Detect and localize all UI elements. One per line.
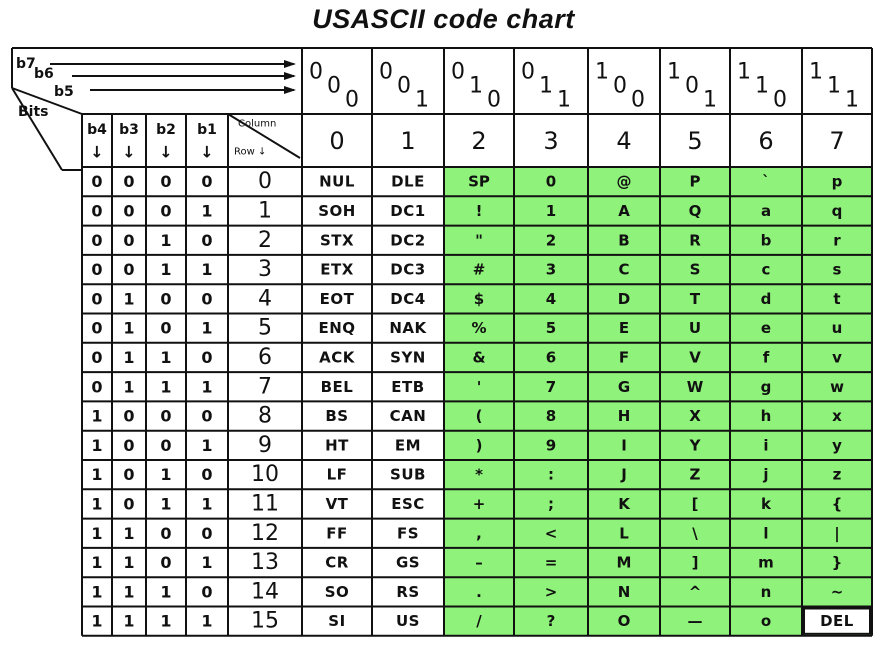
character-cell: F <box>618 348 630 367</box>
column-number: 0 <box>329 127 345 155</box>
row-number: 9 <box>258 432 272 458</box>
character-cell: 7 <box>545 377 557 396</box>
row-number: 12 <box>251 520 279 546</box>
control-code-cell: DC3 <box>390 260 426 279</box>
row-number: 15 <box>251 608 279 634</box>
character-cell: ] <box>691 553 699 572</box>
row-bit: 1 <box>201 377 213 397</box>
row-bit: 1 <box>160 465 172 485</box>
column-bit-b7: 1 <box>737 59 751 85</box>
column-bit-b6: 1 <box>827 73 841 99</box>
character-cell: b <box>760 231 772 250</box>
grid-lines <box>12 48 872 636</box>
row-number: 11 <box>251 491 279 517</box>
character-cell: f <box>762 348 770 367</box>
row-bit: 1 <box>123 582 135 602</box>
row-bit: 0 <box>201 289 213 309</box>
column-bit-b7: 1 <box>667 59 681 85</box>
row-bit: 0 <box>91 201 103 221</box>
row-bit: 1 <box>160 582 172 602</box>
row-bit: 0 <box>123 172 135 192</box>
character-cell: L <box>619 524 629 543</box>
control-code-cell: DLE <box>391 172 425 191</box>
control-code-cell: SI <box>328 612 346 631</box>
character-cell: Q <box>688 201 702 220</box>
control-code-cell: VT <box>325 494 349 513</box>
control-code-cell: NAK <box>389 319 427 338</box>
row-bit: 0 <box>123 465 135 485</box>
row-bit: 0 <box>160 553 172 573</box>
row-bit: 0 <box>201 582 213 602</box>
bit-label-b5: b5 <box>54 84 74 100</box>
column-bit-b5: 1 <box>557 87 571 113</box>
character-cell: P <box>689 172 701 191</box>
character-cell: m <box>758 553 774 572</box>
character-cell: H <box>617 407 631 426</box>
column-bit-b7: 1 <box>809 59 823 85</box>
row-bit: 0 <box>91 230 103 250</box>
character-cell: 4 <box>545 289 557 308</box>
column-bit-b7: 0 <box>309 59 323 85</box>
row-bit-label-b4: b4 <box>87 122 107 138</box>
control-code-cell: NUL <box>319 172 355 191</box>
row-bit: 0 <box>123 230 135 250</box>
character-cell: . <box>476 582 482 601</box>
character-cell: z <box>832 465 842 484</box>
character-cell: 0 <box>545 172 557 191</box>
row-bit: 1 <box>201 201 213 221</box>
row-number: 8 <box>258 403 272 429</box>
row-bit: 1 <box>91 582 103 602</box>
row-number: 0 <box>258 169 272 195</box>
control-code-cell: ESC <box>391 494 425 513</box>
row-number: 14 <box>251 579 279 605</box>
column-bit-b7: 0 <box>451 59 465 85</box>
character-cell: > <box>544 582 558 601</box>
row-bit: 0 <box>201 523 213 543</box>
control-code-cell: SO <box>324 582 350 601</box>
character-cell: D <box>617 289 631 308</box>
row-bit: 1 <box>160 494 172 514</box>
column-bit-b5: 0 <box>773 87 787 113</box>
row-number: 1 <box>258 198 272 224</box>
control-code-cell: LF <box>326 465 348 484</box>
row-bit: 1 <box>123 377 135 397</box>
character-cell: V <box>689 348 701 367</box>
column-bit-b6: 1 <box>469 73 483 99</box>
character-cell: ! <box>475 201 483 220</box>
row-bit: 0 <box>91 377 103 397</box>
row-bit: 0 <box>201 347 213 367</box>
character-cell: q <box>831 201 843 220</box>
control-code-cell: BEL <box>320 377 354 396</box>
row-bit-label-b1: b1 <box>197 122 217 138</box>
character-cell: & <box>472 348 486 367</box>
character-cell: O <box>617 612 631 631</box>
row-bit: 1 <box>91 611 103 631</box>
row-bit: 0 <box>160 201 172 221</box>
character-cell: M <box>616 553 632 572</box>
row-bit: 1 <box>91 494 103 514</box>
character-cell: ` <box>762 172 770 191</box>
row-bit: 1 <box>123 523 135 543</box>
character-cell: { <box>831 494 843 513</box>
character-cell: 9 <box>545 436 557 455</box>
row-number: 10 <box>251 462 279 488</box>
character-cell: : <box>548 465 554 484</box>
row-bit: 1 <box>201 260 213 280</box>
row-bit: 0 <box>123 406 135 426</box>
control-code-cell: ETB <box>391 377 425 396</box>
control-code-cell: ENQ <box>318 319 356 338</box>
row-bit: 1 <box>201 318 213 338</box>
control-code-cell: BS <box>325 407 349 426</box>
control-code-cell: FF <box>326 524 348 543</box>
row-bit: 1 <box>201 494 213 514</box>
character-cell: S <box>689 260 701 279</box>
character-cell: I <box>621 436 627 455</box>
column-bit-b7: 0 <box>379 59 393 85</box>
down-arrow-icon: ↓ <box>200 142 214 162</box>
character-cell: x <box>832 407 842 426</box>
character-cell: N <box>617 582 631 601</box>
control-code-cell: SUB <box>390 465 426 484</box>
character-cell: y <box>832 436 842 455</box>
row-number: 6 <box>258 344 272 370</box>
character-cell: [ <box>691 494 699 513</box>
column-bit-b5: 0 <box>345 87 359 113</box>
control-code-cell: DC1 <box>390 201 426 220</box>
character-cell: t <box>833 289 841 308</box>
row-bit: 1 <box>201 435 213 455</box>
row-bit-label-b3: b3 <box>119 122 139 138</box>
character-cell: % <box>471 319 487 338</box>
character-cell: B <box>618 231 630 250</box>
character-cell: o <box>760 612 772 631</box>
character-cell: # <box>472 260 486 279</box>
control-code-cell: US <box>396 612 420 631</box>
character-cell: R <box>689 231 701 250</box>
row-number: 5 <box>258 315 272 341</box>
control-code-cell: DC4 <box>390 289 426 308</box>
chart-title: USASCII code chart <box>312 4 575 34</box>
character-cell: E <box>618 319 630 338</box>
column-bit-b7: 0 <box>521 59 535 85</box>
character-cell: = <box>544 553 558 572</box>
column-label: Column <box>238 118 277 130</box>
character-cell: T <box>689 289 701 308</box>
row-bit: 0 <box>91 260 103 280</box>
control-code-cell: ETX <box>320 260 354 279</box>
row-number: 4 <box>258 286 272 312</box>
row-bit: 1 <box>91 406 103 426</box>
control-code-cell: SOH <box>318 201 356 220</box>
row-bit: 1 <box>91 553 103 573</box>
character-cell: – <box>475 553 483 572</box>
column-number: 6 <box>758 127 774 155</box>
control-code-cell: HT <box>325 436 349 455</box>
row-bit: 0 <box>123 494 135 514</box>
column-bit-b5: 0 <box>631 87 645 113</box>
column-bit-b6: 1 <box>755 73 769 99</box>
character-cell: X <box>689 407 701 426</box>
character-cell: c <box>761 260 771 279</box>
row-bit: 1 <box>123 318 135 338</box>
character-cell: + <box>472 494 486 513</box>
character-cell: — <box>687 612 703 631</box>
character-cell: , <box>476 524 482 543</box>
character-cell: 1 <box>545 201 557 220</box>
bit-label-b7: b7 <box>16 56 36 72</box>
row-bit: 0 <box>91 172 103 192</box>
row-bit: 1 <box>160 377 172 397</box>
character-cell: K <box>618 494 630 513</box>
character-cell: s <box>832 260 842 279</box>
character-cell: < <box>544 524 558 543</box>
character-cell: 5 <box>545 319 557 338</box>
column-number: 5 <box>687 127 703 155</box>
row-bit: 1 <box>123 347 135 367</box>
control-code-cell: GS <box>395 553 421 572</box>
row-bit: 0 <box>201 465 213 485</box>
down-arrow-icon: ↓ <box>122 142 136 162</box>
column-bit-b5: 0 <box>487 87 501 113</box>
character-cell: n <box>760 582 772 601</box>
column-number: 3 <box>543 127 559 155</box>
character-cell: v <box>832 348 842 367</box>
row-bit: 1 <box>91 465 103 485</box>
character-cell: r <box>833 231 841 250</box>
character-cell: 6 <box>545 348 557 367</box>
character-cell: C <box>618 260 630 279</box>
row-bit: 1 <box>91 435 103 455</box>
column-number: 7 <box>829 127 845 155</box>
row-bit: 0 <box>201 172 213 192</box>
character-cell: e <box>760 319 772 338</box>
character-cell: Z <box>689 465 701 484</box>
row-bit: 0 <box>160 406 172 426</box>
character-cell: A <box>618 201 630 220</box>
row-label: Row ↓ <box>234 146 267 158</box>
row-bit: 0 <box>160 523 172 543</box>
character-cell: J <box>621 465 627 484</box>
character-cell: } <box>831 553 843 572</box>
character-cell: 2 <box>545 231 557 250</box>
character-cell: W <box>686 377 704 396</box>
column-bit-b5: 1 <box>845 87 859 113</box>
row-bit: 1 <box>123 553 135 573</box>
column-bit-b5: 1 <box>703 87 717 113</box>
character-cell: U <box>688 319 702 338</box>
control-code-cell: ACK <box>319 348 355 367</box>
row-bit: 0 <box>160 172 172 192</box>
row-bit: 0 <box>91 318 103 338</box>
column-bit-b6: 1 <box>539 73 553 99</box>
bit-label-b6: b6 <box>34 66 54 82</box>
column-number: 4 <box>616 127 632 155</box>
character-cell: Y <box>689 436 701 455</box>
column-bit-b5: 1 <box>415 87 429 113</box>
control-code-cell: SYN <box>390 348 426 367</box>
character-cell: g <box>760 377 772 396</box>
character-cell: h <box>760 407 772 426</box>
row-bit: 1 <box>201 553 213 573</box>
bits-label: Bits <box>18 104 49 120</box>
row-bit: 0 <box>91 347 103 367</box>
row-bit: 1 <box>160 230 172 250</box>
control-code-cell: RS <box>396 582 420 601</box>
character-cell: k <box>761 494 771 513</box>
column-bit-b6: 0 <box>613 73 627 99</box>
character-cell: ^ <box>688 582 702 601</box>
character-cell: u <box>831 319 843 338</box>
row-bit: 0 <box>91 289 103 309</box>
row-number: 7 <box>258 374 272 400</box>
character-cell: * <box>475 465 483 484</box>
row-bit: 1 <box>123 289 135 309</box>
column-bit-b6: 0 <box>327 73 341 99</box>
column-bit-b6: 0 <box>685 73 699 99</box>
column-number: 2 <box>471 127 487 155</box>
row-bit: 0 <box>123 260 135 280</box>
control-code-cell: EOT <box>319 289 355 308</box>
column-bit-b6: 0 <box>397 73 411 99</box>
character-cell: DEL <box>820 612 854 631</box>
row-bit: 1 <box>160 611 172 631</box>
control-code-cell: DC2 <box>390 231 426 250</box>
row-bit: 1 <box>123 611 135 631</box>
character-cell: / <box>476 612 482 631</box>
character-cell: ? <box>546 612 556 631</box>
row-bit: 0 <box>201 230 213 250</box>
down-arrow-icon: ↓ <box>159 142 173 162</box>
character-cell: j <box>763 465 769 484</box>
row-bit: 0 <box>160 435 172 455</box>
row-number: 2 <box>258 227 272 253</box>
character-cell: SP <box>468 172 490 191</box>
column-bit-b7: 1 <box>595 59 609 85</box>
character-cell: @ <box>616 172 632 191</box>
row-bit: 0 <box>123 435 135 455</box>
character-cell: 3 <box>545 260 557 279</box>
character-cell: ' <box>476 377 482 396</box>
character-cell: ~ <box>830 582 844 601</box>
character-cell: w <box>830 377 844 396</box>
row-bit: 1 <box>91 523 103 543</box>
row-number: 13 <box>251 550 279 576</box>
row-bit: 0 <box>160 318 172 338</box>
row-bit: 1 <box>160 347 172 367</box>
character-cell: p <box>831 172 843 191</box>
character-cell: ; <box>548 494 554 513</box>
control-code-cell: FS <box>396 524 420 543</box>
character-cell: ( <box>475 407 483 426</box>
character-cell: " <box>475 231 483 250</box>
control-code-cell: EM <box>394 436 422 455</box>
row-bit: 1 <box>201 611 213 631</box>
character-cell: G <box>617 377 631 396</box>
control-code-cell: STX <box>319 231 355 250</box>
character-cell: \ <box>692 524 698 543</box>
character-cell: d <box>760 289 772 308</box>
row-bit: 1 <box>160 260 172 280</box>
row-bit-label-b2: b2 <box>156 122 176 138</box>
character-cell: | <box>834 524 840 543</box>
control-code-cell: CAN <box>389 407 427 426</box>
character-cell: ) <box>475 436 483 455</box>
character-cell: a <box>760 201 772 220</box>
character-cell: 8 <box>545 407 557 426</box>
row-bit: 0 <box>160 289 172 309</box>
row-number: 3 <box>258 257 272 283</box>
control-code-cell: CR <box>325 553 349 572</box>
character-cell: i <box>763 436 769 455</box>
character-cell: l <box>763 524 769 543</box>
column-number: 1 <box>400 127 416 155</box>
character-cell: $ <box>473 289 485 308</box>
row-bit: 0 <box>201 406 213 426</box>
row-bit: 0 <box>123 201 135 221</box>
down-arrow-icon: ↓ <box>90 142 104 162</box>
